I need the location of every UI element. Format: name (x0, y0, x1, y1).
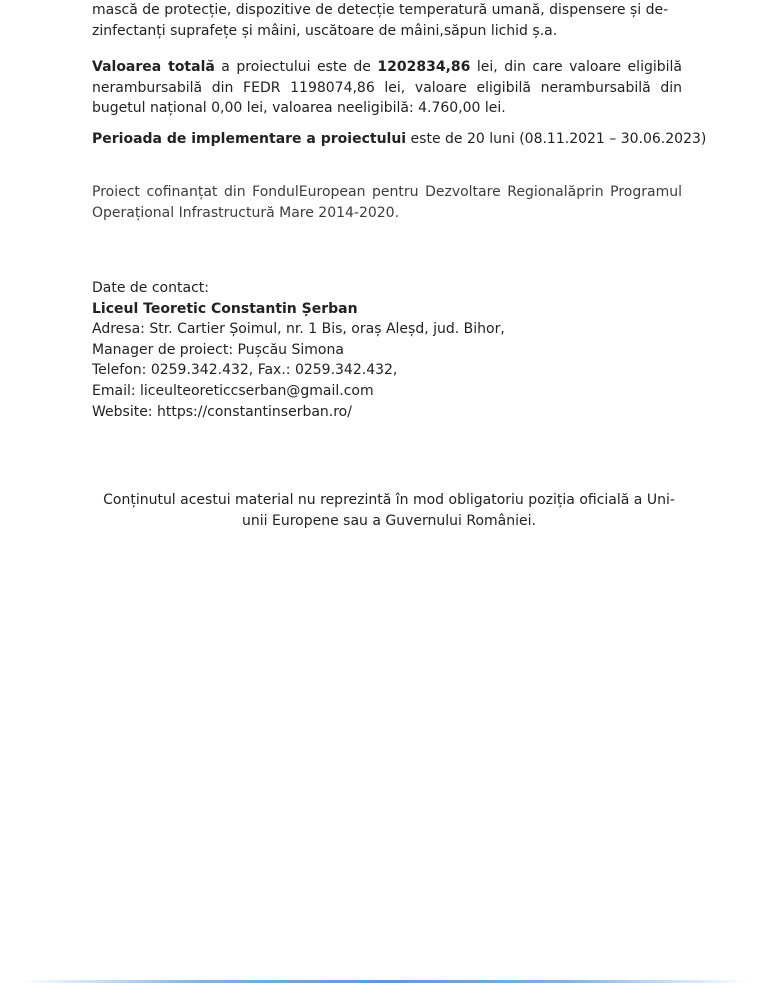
intro-paragraph (92, 0, 682, 41)
intro-line-1: mască de protecție, dispozitive de detecție temperatură umană, dispensere și de- (92, 2, 669, 18)
contact-heading: Date de contact: (92, 280, 209, 296)
contact-email: Email: liceulteoreticcserban@gmail.com (92, 382, 374, 399)
total-value-text-2: lei, din care valoare eligibilă nerambursabilă din FEDR 1198074,86 lei, valoare eligibilă nerambursabilă din bugetul național 0,00 lei, valoarea neeligibilă: 4.760,00 lei. (92, 59, 682, 116)
contact-block (92, 278, 682, 422)
period-label: Perioada de implementare a proiectului (92, 131, 407, 147)
total-value-paragraph (92, 57, 682, 119)
disclaimer-line-1: Conținutul acestui material nu reprezintă în mod obligatoriu poziția oficială a Uni- (103, 492, 675, 508)
period-text: este de 20 luni (08.11.2021 – 30.06.2023) (406, 131, 707, 147)
disclaimer-line-2: unii Europene sau a Guvernului României. (242, 512, 536, 529)
intro-line-2: zinfectanți suprafețe și mâini, uscătoare de mâini,săpun lichid ș.a. (92, 22, 558, 39)
contact-institution (92, 299, 682, 320)
total-value-label: Valoarea totală (92, 59, 215, 75)
disclaimer-paragraph (92, 490, 686, 531)
contact-website: Website: https://constantinserban.ro/ (92, 403, 352, 420)
total-value-amount: 1202834,86 (377, 59, 471, 75)
institution-name: Liceul Teoretic Constantin Șerban (92, 300, 358, 317)
footer-divider (20, 980, 749, 983)
contact-phone: Telefon: 0259.342.432, Fax.: 0259.342.432, (92, 362, 398, 379)
total-value-text-1: a proiectului este de (214, 59, 378, 75)
cofinance-paragraph: Proiect cofinanțat din FondulEuropean pentru Dezvoltare Regionalăprin Programul Operațional Infrastructură Mare 2014-2020. (92, 184, 682, 221)
contact-address: Adresa: Str. Cartier Șoimul, nr. 1 Bis, oraș Aleșd, jud. Bihor, (92, 321, 505, 338)
period-paragraph (92, 129, 707, 150)
contact-manager: Manager de proiect: Pușcău Simona (92, 341, 344, 358)
